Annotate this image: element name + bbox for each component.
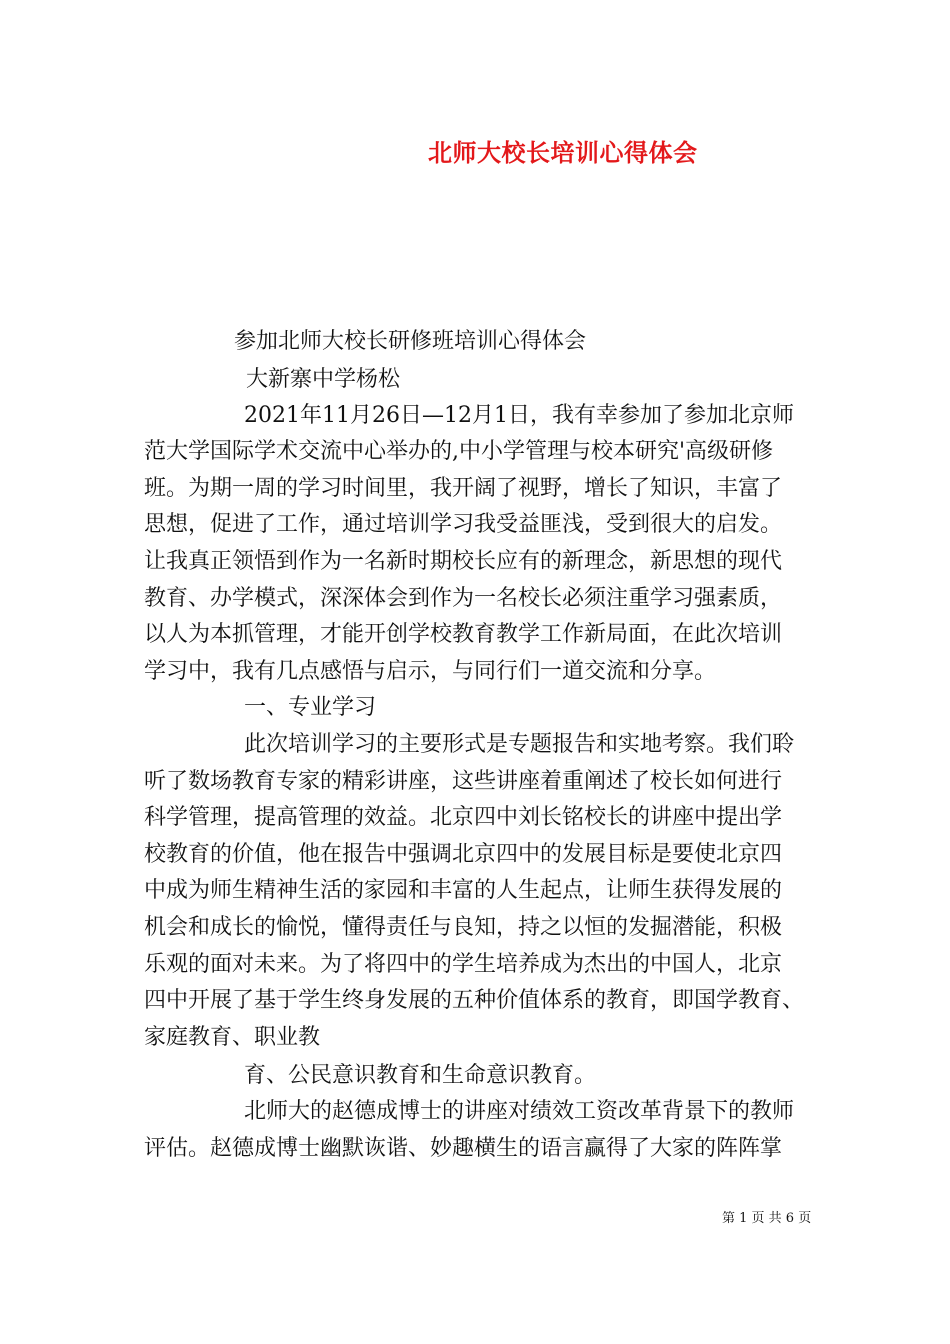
paragraph-line: 范大学国际学术交流中心举办的,中小学管理与校本研究'高级研修 bbox=[144, 439, 774, 464]
paragraph-line: 听了数场教育专家的精彩讲座，这些讲座着重阐述了校长如何进行 bbox=[144, 769, 783, 794]
paragraph-line: 班。为期一周的学习时间里，我开阔了视野，增长了知识，丰富了 bbox=[144, 476, 783, 501]
paragraph-line: 四中开展了基于学生终身发展的五种价值体系的教育，即国学教育、 bbox=[144, 988, 805, 1013]
page-title: 北师大校长培训心得体会 bbox=[428, 138, 698, 167]
paragraph-line: 北师大的赵德成博士的讲座对绩效工资改革背景下的教师 bbox=[244, 1099, 795, 1124]
paragraph-line: 评估。赵德成博士幽默诙谐、妙趣横生的语言赢得了大家的阵阵掌 bbox=[144, 1136, 783, 1161]
paragraph-line: 机会和成长的愉悦，懂得责任与良知，持之以恒的发掘潜能，积极 bbox=[144, 915, 783, 940]
author-line: 大新寨中学杨松 bbox=[246, 367, 401, 392]
paragraph-line: 学习中，我有几点感悟与启示，与同行们一道交流和分享。 bbox=[144, 659, 717, 684]
paragraph-line: 中成为师生精神生活的家园和丰富的人生起点，让师生获得发展的 bbox=[144, 878, 783, 903]
paragraph-line: 乐观的面对未来。为了将四中的学生培养成为杰出的中国人，北京 bbox=[144, 952, 783, 977]
paragraph-line: 2021年11月26日—12月1日，我有幸参加了参加北京师 bbox=[244, 403, 794, 428]
paragraph-line: 校教育的价值，他在报告中强调北京四中的发展目标是要使北京四 bbox=[144, 842, 783, 867]
paragraph-line: 以人为本抓管理，才能开创学校教育教学工作新局面，在此次培训 bbox=[144, 622, 783, 647]
page-footer: 第 1 页 共 6 页 bbox=[722, 1211, 812, 1226]
paragraph-line: 此次培训学习的主要形式是专题报告和实地考察。我们聆 bbox=[244, 732, 795, 757]
paragraph-line: 科学管理，提高管理的效益。北京四中刘长铭校长的讲座中提出学 bbox=[144, 805, 783, 830]
paragraph-line: 让我真正领悟到作为一名新时期校长应有的新理念，新思想的现代 bbox=[144, 549, 783, 574]
paragraph-line: 教育、办学模式，深深体会到作为一名校长必须注重学习强素质， bbox=[144, 586, 783, 611]
paragraph-line: 思想，促进了工作，通过培训学习我受益匪浅，受到很大的启发。 bbox=[144, 512, 783, 537]
subtitle-line: 参加北师大校长研修班培训心得体会 bbox=[234, 329, 587, 354]
section-heading: 一、专业学习 bbox=[244, 695, 377, 720]
paragraph-line: 育、公民意识教育和生命意识教育。 bbox=[244, 1063, 597, 1088]
paragraph-line: 家庭教育、职业教 bbox=[144, 1025, 321, 1050]
